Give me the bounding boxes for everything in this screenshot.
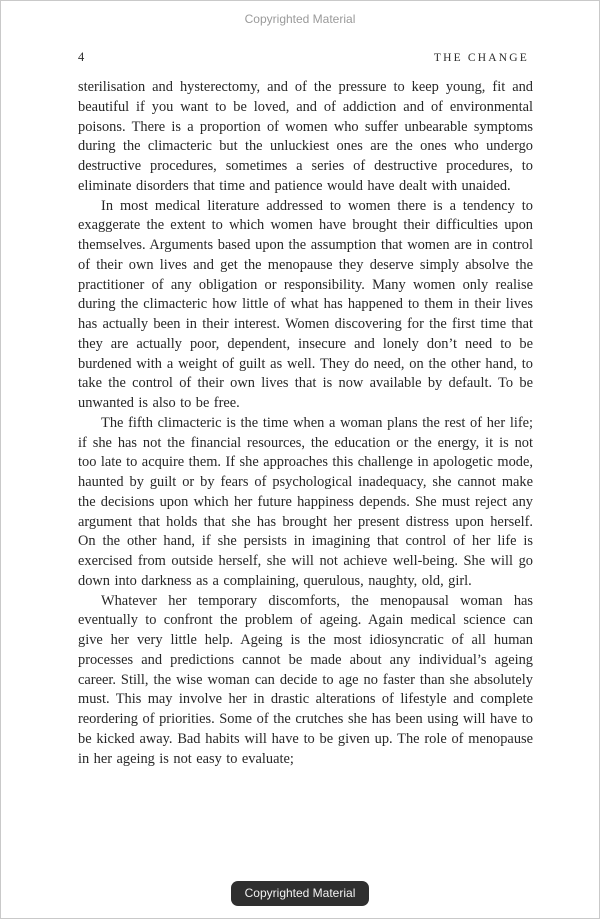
copyright-notice-bottom-wrap	[1, 881, 599, 906]
paragraph-3: The fifth climacteric is the time when a woman plans the rest of her life; if she has not the financial resources, the education or the energy, it is not too late to acquire them. If she approaches this challenge in apologetic mode, haunted by guilt or by fears of psychological inadequacy, she cannot make the decisions upon which her future happiness depends. She must reject any argument that holds that she has brought her present distress upon herself. On the other hand, if she persists in imagining that control of her life is exercised from outside herself, she will not achieve well-being. She will go down into darkness as a complaining, querulous, naughty, old, girl.	[78, 414, 533, 589]
page-number: 4	[78, 50, 85, 64]
paragraph-2: In most medical literature addressed to women there is a tendency to exaggerate the extent to which women have brought their difficulties upon themselves. Arguments based upon the assumption that women are in control of their own lives and get the menopause they deserve simply absolve the practitioner of any obligation or responsibility. Many women only realise during the climacteric how little of what has happened to them in their lives has actually been in their interest. Women discovering for the first time that they are actually poor, dependent, insecure and lonely don’t need to be burdened with a weight of guilt as well. They do need, on the other hand, to take the control of their own lives that is now available by default. To be unwanted is also to be free.	[78, 197, 533, 411]
running-header-row	[78, 50, 529, 65]
running-header-title: THE CHANGE	[433, 52, 529, 64]
copyright-notice-bottom: Copyrighted Material	[231, 881, 370, 906]
copyright-notice-top: Copyrighted Material	[244, 12, 356, 26]
body-text	[78, 78, 533, 769]
paragraph-4: Whatever her temporary discomforts, the menopausal woman has eventually to confront the problem of ageing. Again medical science can give her very little help. Ageing is the most idiosyncratic of all human processes and predictions cannot be made about any individual’s ageing career. Still, the wise woman can decide to age no faster than she absolutely must. This may involve her in drastic alterations of lifestyle and complete reordering of priorities. Some of the crutches she has been using will have to be kicked away. Bad habits will have to be given up. The role of menopause in her ageing is not easy to evaluate;	[78, 592, 533, 767]
paragraph-1: sterilisation and hysterectomy, and of the pressure to keep young, fit and beautiful if you want to be loved, and of addiction and of environmental poisons. There is a proportion of women who suffer unbearable symptoms during the climacteric but the unluckiest ones are the ones who undergo destructive procedures, sometimes a series of destructive procedures, to eliminate disorders that time and patience would have dealt with unaided.	[78, 79, 533, 194]
